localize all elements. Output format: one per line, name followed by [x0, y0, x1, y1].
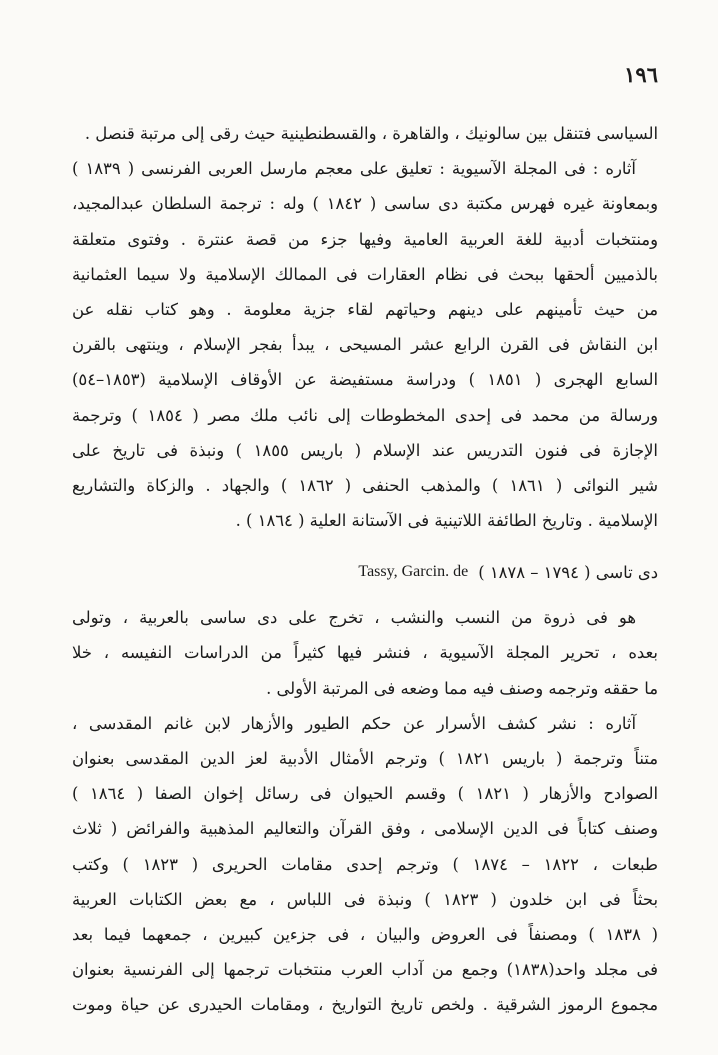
text-line: ورسالة من محمد فى إحدى المخطوطات إلى نائب ملك مصر ( ١٨٥٤ ) وترجمة: [72, 405, 658, 425]
text-line: آثاره : فى المجلة الآسيوية : تعليق على معجم مارسل العربى الفرنسى ( ١٨٣٩ ): [72, 159, 636, 179]
text-line: الإسلامية . وتاريخ الطائفة اللاتينية فى الآستانة العلية ( ١٨٦٤ ) .: [235, 511, 658, 531]
text-line: بالذميين ألحقها ببحث فى نظام العقارات فى الممالك الإسلامية ولا سيما العثمانية: [72, 264, 658, 284]
text-line: طبعات ، ١٨٢٢ – ١٨٧٤ ) وترجم إحدى مقامات الحريرى ( ١٨٢٣ ) وكتب: [72, 854, 658, 874]
book-page: [72, 62, 658, 1042]
text-line: شير النوائى ( ١٨٦١ ) والمذهب الحنفى ( ١٨٦٢ ) والجهاد . والزكاة والتشاريع: [72, 475, 658, 495]
text-line: فى مجلد واحد(١٨٣٨) وجمع من آداب العرب منتخبات ترجمها إلى الفرنسية بعنوان: [72, 960, 658, 980]
bio-paragraph: [72, 600, 658, 706]
intro-paragraph: [72, 116, 658, 151]
entry-name-arabic: دى تاسى ( ١٧٩٤ – ١٨٧٨ ): [478, 562, 658, 582]
text-line: مجموع الرموز الشرقية . ولخص تاريخ التواريخ ، ومقامات الحيدرى عن حياة وموت: [72, 995, 658, 1015]
text-line: وصنف كتاباً فى الدين الإسلامى ، وفق القرآن والتعاليم المذهبية والفرائض ( ثلاث: [72, 819, 658, 839]
text-line: آثاره : نشر كشف الأسرار عن حكم الطيور والأزهار لابن غانم المقدسى ،: [72, 713, 636, 733]
text-line: من حيث تأمينهم على دينهم وحياتهم لقاء جزية معلومة . وهو كتاب نقله عن: [72, 299, 658, 319]
works-paragraph: [72, 151, 658, 538]
page-number: ١٩٦: [624, 62, 658, 87]
text-line: بعده ، تحرير المجلة الآسيوية ، فنشر فيها كثيراً من الدراسات النفيسه ، خلا: [72, 643, 658, 663]
text-line: السياسى فتنقل بين سالونيك ، والقاهرة ، والقسطنطينية حيث رقى إلى مرتبة قنصل .: [84, 124, 658, 143]
text-line: وبمعاونة غيره فهرس مكتبة دى ساسى ( ١٨٤٢ ) وله : ترجمة السلطان عبدالمجيد،: [72, 194, 658, 214]
text-line: السابع الهجرى ( ١٨٥١ ) ودراسة مستفيضة عن الأوقاف الإسلامية (١٨٥٣–٥٤): [72, 370, 658, 390]
entry-works-paragraph: [72, 706, 658, 1023]
entry-name-latin: Tassy, Garcin. de: [358, 563, 469, 581]
entry-heading: [72, 544, 658, 600]
text-line: ومنتخبات أدبية للغة العربية العامية وفيها جزء من قصة عنترة . وفتوى متعلقة: [72, 229, 658, 249]
page-body: [72, 116, 658, 1023]
text-line: هو فى ذروة من النسب والنشب ، تخرج على دى ساسى بالعربية ، وتولى: [72, 608, 636, 628]
text-line: متناً وترجمة ( باريس ١٨٢١ ) وترجم الأمثال الأدبية لعز الدين المقدسى بعنوان: [72, 749, 658, 768]
text-line: ما حققه وترجمه وصنف فيه مما وضعه فى المرتبة الأولى .: [266, 678, 658, 698]
text-line: الصوادح والأزهار ( ١٨٢١ ) وقسم الحيوان فى رسائل إخوان الصفا ( ١٨٦٤ ): [72, 784, 658, 804]
text-line: الإجازة فى فنون التدريس عند الإسلام ( باريس ١٨٥٥ ) ونبذة فى تاريخ على: [72, 440, 658, 460]
text-line: ابن النقاش فى القرن الرابع عشر المسيحى ، يبدأ بفجر الإسلام ، وينتهى بالقرن: [72, 335, 658, 355]
text-line: ( ١٨٣٨ ) ومصنفاً فى العروض والبيان ، فى جزءين كبيرين ، جمعهما فيما بعد: [72, 924, 658, 944]
text-line: بحثاً فى ابن خلدون ( ١٨٢٣ ) ونبذة فى اللباس ، مع بعض الكتابات العربية: [72, 889, 658, 909]
